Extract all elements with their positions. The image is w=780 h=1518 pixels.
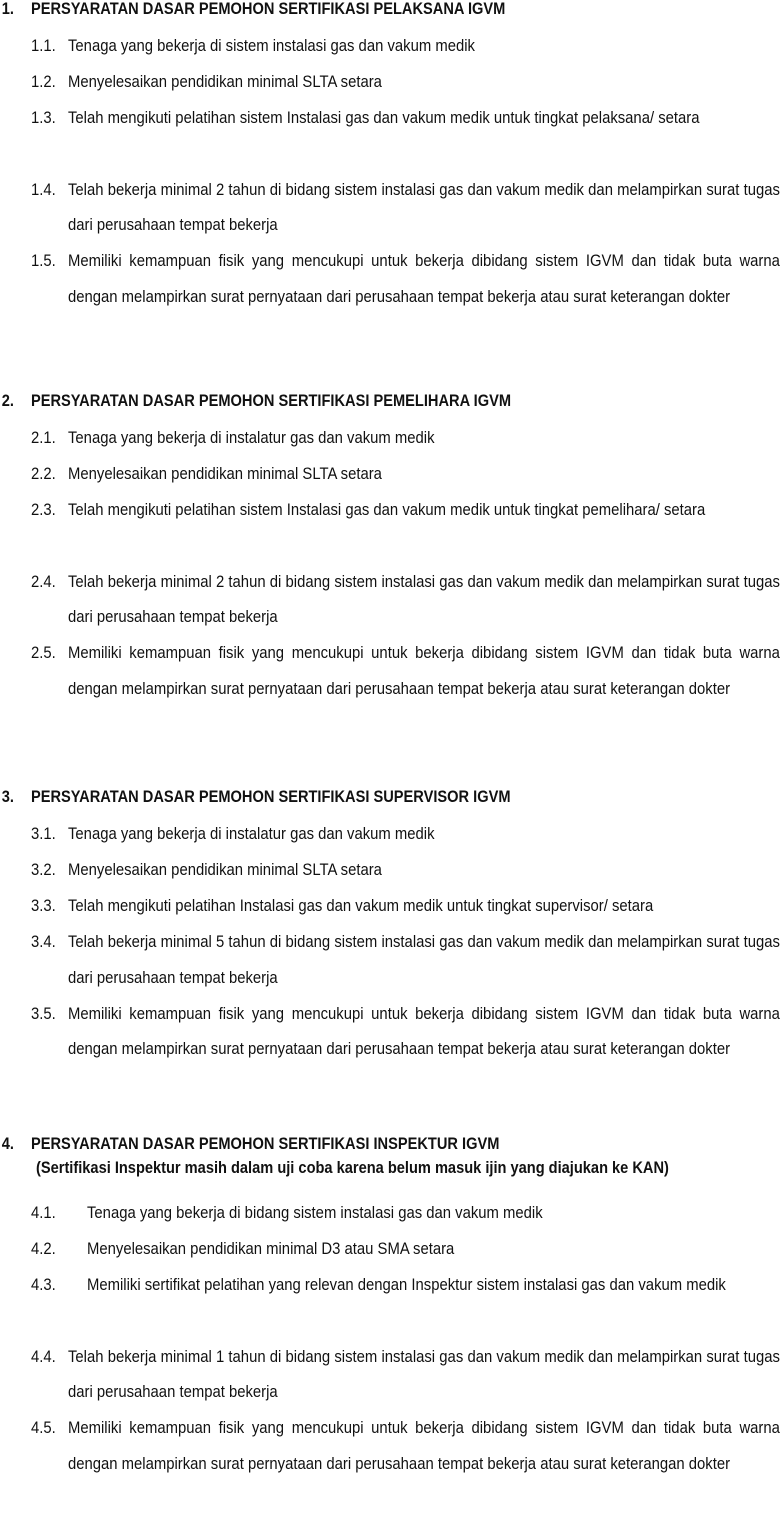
item-text: Memiliki kemampuan fisik yang mencukupi untuk bekerja dibidang sistem IGVM dan tidak buta warna dengan melampirkan surat pernyataan dari perusahaan tempat bekerja atau surat keterangan dokter xyxy=(68,644,780,698)
item-text: Tenaga yang bekerja di bidang sistem instalasi gas dan vakum medik xyxy=(87,1204,543,1222)
item-text: Menyelesaikan pendidikan minimal SLTA setara xyxy=(68,465,382,483)
item-text: Telah bekerja minimal 2 tahun di bidang sistem instalasi gas dan vakum medik dan melampirkan surat tugas dari perusahaan tempat bekerja xyxy=(68,180,780,235)
section-pelaksana xyxy=(0,0,780,351)
list-item xyxy=(31,244,780,351)
list-item xyxy=(31,636,780,743)
section-title: PERSYARATAN DASAR PEMOHON SERTIFIKASI SUPERVISOR IGVM xyxy=(30,787,511,806)
section-title: PERSYARATAN DASAR PEMOHON SERTIFIKASI PEMELIHARA IGVM xyxy=(30,391,512,410)
item-number: 4.1. xyxy=(31,1204,56,1222)
item-text: Tenaga yang bekerja di sistem instalasi gas dan vakum medik xyxy=(68,37,475,55)
item-text: Telah bekerja minimal 5 tahun di bidang sistem instalasi gas dan vakum medik dan melampirkan surat tugas dari perusahaan tempat bekerja xyxy=(68,933,780,987)
item-number: 1.4. xyxy=(31,180,56,199)
list-item xyxy=(31,1196,780,1232)
item-number: 4.5. xyxy=(31,1419,56,1437)
list-item xyxy=(31,1232,780,1268)
item-text: Menyelesaikan pendidikan minimal D3 atau SMA setara xyxy=(87,1240,455,1258)
item-number: 2.4. xyxy=(31,572,56,591)
section-number: 3. xyxy=(1,787,14,806)
item-number: 1.5. xyxy=(31,252,56,270)
item-text: Menyelesaikan pendidikan minimal SLTA setara xyxy=(68,73,382,91)
item-text: Memiliki kemampuan fisik yang mencukupi untuk bekerja dibidang sistem IGVM dan tidak buta warna dengan melampirkan surat pernyataan dari perusahaan tempat bekerja atau surat keterangan dokter xyxy=(68,252,780,306)
section-supervisor xyxy=(0,786,780,1104)
list-item xyxy=(31,65,780,101)
item-number: 2.2. xyxy=(31,465,56,483)
section-number: 1. xyxy=(1,0,14,18)
section-pemelihara xyxy=(0,390,780,743)
item-number: 3.2. xyxy=(31,861,56,879)
item-text: Tenaga yang bekerja di instalatur gas dan vakum medik xyxy=(68,429,435,447)
item-text: Telah bekerja minimal 1 tahun di bidang sistem instalasi gas dan vakum medik dan melampirkan surat tugas dari perusahaan tempat bekerja xyxy=(68,1347,780,1402)
item-text: Telah bekerja minimal 2 tahun di bidang sistem instalasi gas dan vakum medik dan melampirkan surat tugas dari perusahaan tempat bekerja xyxy=(68,572,780,627)
item-text: Telah mengikuti pelatihan Instalasi gas dan vakum medik untuk tingkat supervisor/ setara xyxy=(68,897,654,915)
item-number: 2.1. xyxy=(31,429,56,447)
list-item xyxy=(31,565,780,637)
section-heading xyxy=(0,0,671,20)
item-text: Memiliki sertifikat pelatihan yang relevan dengan Inspektur sistem instalasi gas dan vakum medik xyxy=(87,1276,726,1294)
section-heading xyxy=(0,390,671,412)
section-title: PERSYARATAN DASAR PEMOHON SERTIFIKASI PELAKSANA IGVM xyxy=(30,0,506,18)
item-number: 4.4. xyxy=(31,1347,56,1366)
list-item xyxy=(31,889,780,925)
item-number: 2.3. xyxy=(31,501,56,519)
section-heading xyxy=(0,1133,671,1155)
item-number: 3.4. xyxy=(31,933,56,951)
list-item xyxy=(31,817,780,853)
item-text: Memiliki kemampuan fisik yang mencukupi untuk bekerja dibidang sistem IGVM dan tidak buta warna dengan melampirkan surat pernyataan dari perusahaan tempat bekerja atau surat keterangan dokter xyxy=(68,1419,780,1473)
list-item xyxy=(31,853,780,889)
section-number: 2. xyxy=(1,391,14,410)
item-number: 1.1. xyxy=(31,37,56,55)
item-text: Menyelesaikan pendidikan minimal SLTA setara xyxy=(68,861,382,879)
item-number: 1.3. xyxy=(31,109,56,127)
item-number: 3.1. xyxy=(31,825,56,843)
list-item xyxy=(31,1340,780,1412)
item-number: 3.5. xyxy=(31,1004,56,1023)
section-title: PERSYARATAN DASAR PEMOHON SERTIFIKASI INSPEKTUR IGVM xyxy=(30,1134,500,1153)
section-heading xyxy=(0,786,671,808)
section-subtitle: (Sertifikasi Inspektur masih dalam uji coba karena belum masuk ijin yang diajukan ke KAN) xyxy=(36,1158,669,1177)
item-number: 2.5. xyxy=(31,644,56,662)
item-text: Telah mengikuti pelatihan sistem Instalasi gas dan vakum medik untuk tingkat pelaksana/ setara xyxy=(68,109,700,127)
item-text: Memiliki kemampuan fisik yang mencukupi untuk bekerja dibidang sistem IGVM dan tidak buta warna dengan melampirkan surat pernyataan dari perusahaan tempat bekerja atau surat keterangan dokter xyxy=(68,1004,780,1059)
item-number: 1.2. xyxy=(31,73,56,91)
item-text: Telah mengikuti pelatihan sistem Instalasi gas dan vakum medik untuk tingkat pemelihara/ setara xyxy=(68,501,706,519)
section-inspektur xyxy=(0,1133,780,1518)
item-number: 3.3. xyxy=(31,897,56,915)
item-number: 4.2. xyxy=(31,1240,56,1258)
item-number: 4.3. xyxy=(31,1276,56,1294)
list-item xyxy=(31,493,780,565)
list-item xyxy=(31,997,780,1104)
list-item xyxy=(31,925,780,997)
list-item xyxy=(31,101,780,173)
list-item xyxy=(31,173,780,245)
item-text: Tenaga yang bekerja di instalatur gas dan vakum medik xyxy=(68,825,435,843)
list-item xyxy=(31,29,780,65)
list-item xyxy=(31,1411,780,1518)
list-item xyxy=(31,421,780,457)
list-item xyxy=(31,1268,780,1340)
section-number: 4. xyxy=(1,1134,14,1153)
list-item xyxy=(31,457,780,493)
